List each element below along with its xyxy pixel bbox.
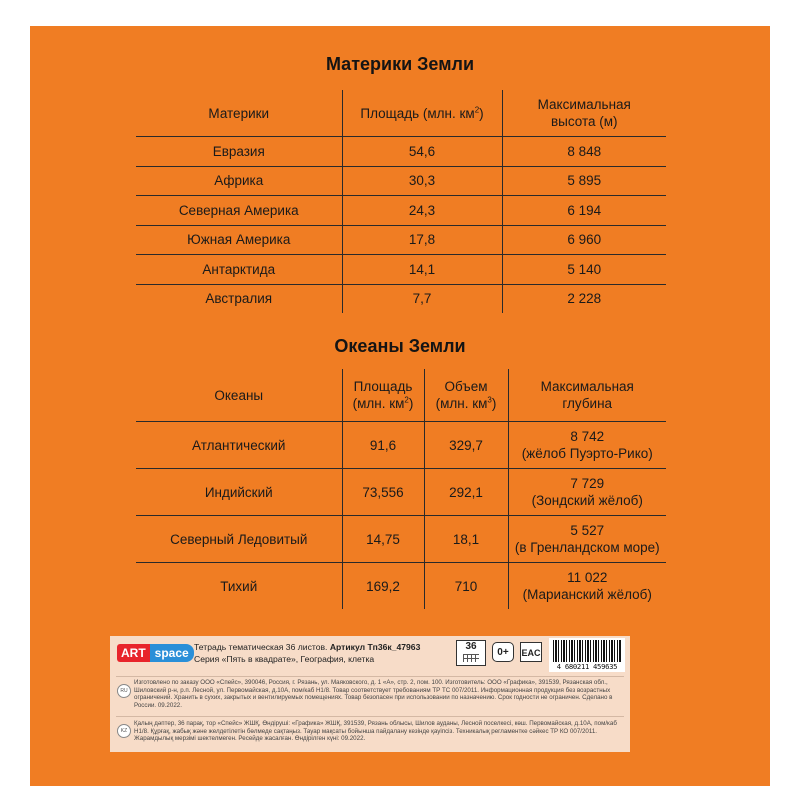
- continent-name: Южная Америка: [136, 225, 342, 255]
- artspace-logo: [117, 643, 194, 663]
- language-kz-icon: KZ: [117, 724, 131, 738]
- continent-height: 6 960: [502, 225, 666, 255]
- table-row: [136, 516, 666, 563]
- header-area: Площадь (млн. $км^2$): [342, 90, 502, 137]
- ocean-volume: 710: [424, 563, 508, 610]
- sheet-count-badge: 36: [456, 640, 486, 666]
- legal-text-kz: Қалың дәптер, 36 парақ, тор «Спейс» ЖШҚ, Өндіруші: «Графика» ЖШҚ, 391539, Рязань облысы, Шилов ауданы, Лесной поселкесі, көш. Первомайская, д.10А, пом/каб Н1/8. Құрғақ, жабық және желдетілетін бөлмеде сақтаңыз. Тауар мақсаты бойынша пайдалану кезінде қауіпсіз. Техникалық регламентке сәйкес ТР КО 007/2011. Жарамдылық мерзімі шектелмеген. Ресейде жасалған. Өндірілген күні: 09.2022.: [134, 720, 617, 742]
- continents-table: [136, 90, 666, 313]
- ocean-depth: 5 527 (в Гренландском море): [508, 516, 666, 563]
- ocean-volume: 18,1: [424, 516, 508, 563]
- eac-mark-icon: EAC: [520, 642, 542, 662]
- logo-art: ART: [117, 644, 150, 662]
- header-ocean-area: Площадь (млн. $км^2$): [342, 369, 424, 422]
- table-row: [136, 166, 666, 196]
- ocean-volume: 292,1: [424, 469, 508, 516]
- grid-paper-icon: [463, 654, 479, 662]
- continent-name: Евразия: [136, 137, 342, 167]
- continent-name: Австралия: [136, 284, 342, 313]
- ocean-name: Индийский: [136, 469, 342, 516]
- continent-area: 54,6: [342, 137, 502, 167]
- continent-height: 6 194: [502, 196, 666, 226]
- continent-area: 7,7: [342, 284, 502, 313]
- divider: [116, 676, 624, 677]
- ocean-volume: 329,7: [424, 422, 508, 469]
- continent-name: Антарктида: [136, 255, 342, 285]
- table-row: [136, 196, 666, 226]
- table-row: [136, 284, 666, 313]
- barcode-number: 4 680211 459635: [556, 662, 618, 671]
- header-height: Максимальная высота (м): [502, 90, 666, 137]
- barcode: [549, 638, 625, 672]
- continent-name: Северная Америка: [136, 196, 342, 226]
- language-ru-icon: RU: [117, 684, 131, 698]
- ocean-depth: 8 742 (жёлоб Пуэрто-Рико): [508, 422, 666, 469]
- continent-area: 24,3: [342, 196, 502, 226]
- ocean-name: Северный Ледовитый: [136, 516, 342, 563]
- ocean-name: Тихий: [136, 563, 342, 610]
- divider: [116, 716, 624, 717]
- legal-text-ru: Изготовлено по заказу ООО «Спейс», 390046, Россия, г. Рязань, ул. Маяковского, д. 1 «А», стр. 2, пом. 100. Изготовитель: ООО «Графика», 391539, Рязанская обл., Шиловский р-н, р.п. Лесной, ул. Первомайская, д.10А, пом/каб Н1/8. Товар соответствует требованиям ТР ТС 007/2011. Информационная продукция без возрастных ограничений. Хранить в сухих, закрытых и вентилируемых помещениях. Товар безопасен при использовании по назначению. Срок годности не ограничен. Сделано в России. 09.2022.: [134, 679, 613, 709]
- continent-height: 2 228: [567, 291, 602, 307]
- age-rating-badge: 0+: [492, 642, 514, 662]
- ocean-area: 14,75: [342, 516, 424, 563]
- header-ocean-volume: Объем (млн. $км^3$): [424, 369, 508, 422]
- table-row: [136, 469, 666, 516]
- continents-header-row: [136, 90, 666, 137]
- ocean-name: Атлантический: [136, 422, 342, 469]
- table-row: [136, 563, 666, 610]
- barcode-bars: [553, 640, 621, 662]
- continents-title: Материки Земли: [325, 54, 475, 74]
- oceans-title: Океаны Земли: [334, 336, 466, 356]
- logo-space: space: [150, 644, 194, 662]
- ocean-depth: 11 022 (Марианский жёлоб): [522, 570, 652, 602]
- header-ocean-depth: Максимальная глубина: [508, 369, 666, 422]
- ocean-area: 91,6: [342, 422, 424, 469]
- table-row: [136, 225, 666, 255]
- oceans-header-row: [136, 369, 666, 422]
- product-description: Тетрадь тематическая 36 листов. Артикул Тп36к_47963 Серия «Пять в квадрате», География, клетка: [194, 642, 421, 664]
- continent-area: 30,3: [342, 166, 502, 196]
- product-label: [110, 636, 630, 752]
- oceans-table: [136, 369, 666, 609]
- continent-height: 5 140: [502, 255, 666, 285]
- ocean-area: 169,2: [342, 563, 424, 610]
- continent-height: 5 895: [502, 166, 666, 196]
- ocean-depth: 7 729 (Зондский жёлоб): [508, 469, 666, 516]
- continent-area: 17,8: [342, 225, 502, 255]
- header-continent: Материки: [136, 90, 342, 137]
- continent-area: 14,1: [342, 255, 502, 285]
- header-ocean: Океаны: [136, 369, 342, 422]
- continent-height: 8 848: [502, 137, 666, 167]
- continent-name: Африка: [136, 166, 342, 196]
- table-row: [136, 137, 666, 167]
- table-row: [136, 255, 666, 285]
- table-row: [136, 422, 666, 469]
- ocean-area: 73,556: [342, 469, 424, 516]
